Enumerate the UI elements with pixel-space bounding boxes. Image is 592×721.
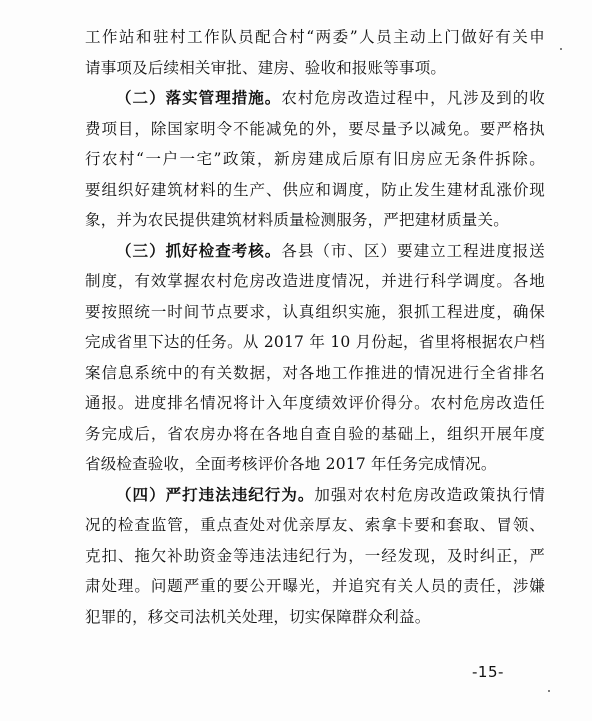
section-heading: （四）严打违法违纪行为。 [116, 484, 315, 504]
text-line: 通报。进度排名情况将计入年度绩效评价得分。农村危房改造任 [85, 394, 545, 412]
text-line: 况的检查监管，重点查处对优亲厚友、索拿卡要和套取、冒领、 [85, 516, 545, 534]
paragraph-first-line [85, 480, 545, 511]
text-line: 费项目，除国家明令不能减免的外，要尽量予以减免。要严格执 [85, 119, 545, 138]
text-line: 犯罪的，移交司法机关处理，切实保障群众利益。 [85, 607, 431, 626]
paragraph-first-line [85, 83, 545, 114]
text-run: 各县（市、区）要建立工程进度报送 [281, 241, 545, 260]
text-line: 完成省里下达的任务。从 2017 年 10 月份起，省里将根据农户档 [85, 333, 545, 351]
scan-speck [560, 48, 562, 50]
text-line: 象，并为农民提供建筑材料质量检测服务，严把建材质量关。 [85, 211, 509, 229]
text-line: 克扣、拖欠补助资金等违法违纪行为，一经发现，及时纠正，严 [85, 546, 545, 565]
text-line: 肃处理。问题严重的要公开曝光，并追究有关人员的责任，涉嫌 [85, 577, 545, 595]
text-line: 请事项及后续相关审批、建房、验收和报账等事项。 [85, 58, 447, 77]
text-line: 省级检查验收，全面考核评价各地 2017 年任务完成情况。 [85, 455, 497, 473]
scan-speck [548, 690, 550, 692]
text-line: 制度，有效掌握农村危房改造进度情况，并进行科学调度。各地 [85, 272, 545, 290]
text-line: 案信息系统中的有关数据，对各地工作推进的情况进行全省排名 [85, 363, 545, 382]
text-run: 加强对农村危房改造政策执行情 [314, 485, 545, 504]
text-line: 行农村“一户一宅”政策，新房建成后原有旧房应无条件拆除。 [85, 150, 545, 168]
paragraph-first-line [85, 236, 545, 267]
text-line: 务完成后，省农房办将在各地自查自验的基础上，组织开展年度 [85, 424, 545, 443]
page-number: -15- [472, 663, 504, 681]
text-line: 要组织好建筑材料的生产、供应和调度，防止发生建材乱涨价现 [85, 180, 545, 199]
text-line: 工作站和驻村工作队员配合村“两委”人员主动上门做好有关申 [85, 28, 545, 46]
section-heading: （二）落实管理措施。 [116, 88, 282, 107]
document-body [85, 22, 545, 632]
section-heading: （三）抓好检查考核。 [116, 240, 282, 260]
text-line: 要按照统一时间节点要求，认真组织实施，狠抓工程进度，确保 [85, 302, 545, 321]
text-run: 农村危房改造过程中，凡涉及到的收 [281, 89, 545, 107]
